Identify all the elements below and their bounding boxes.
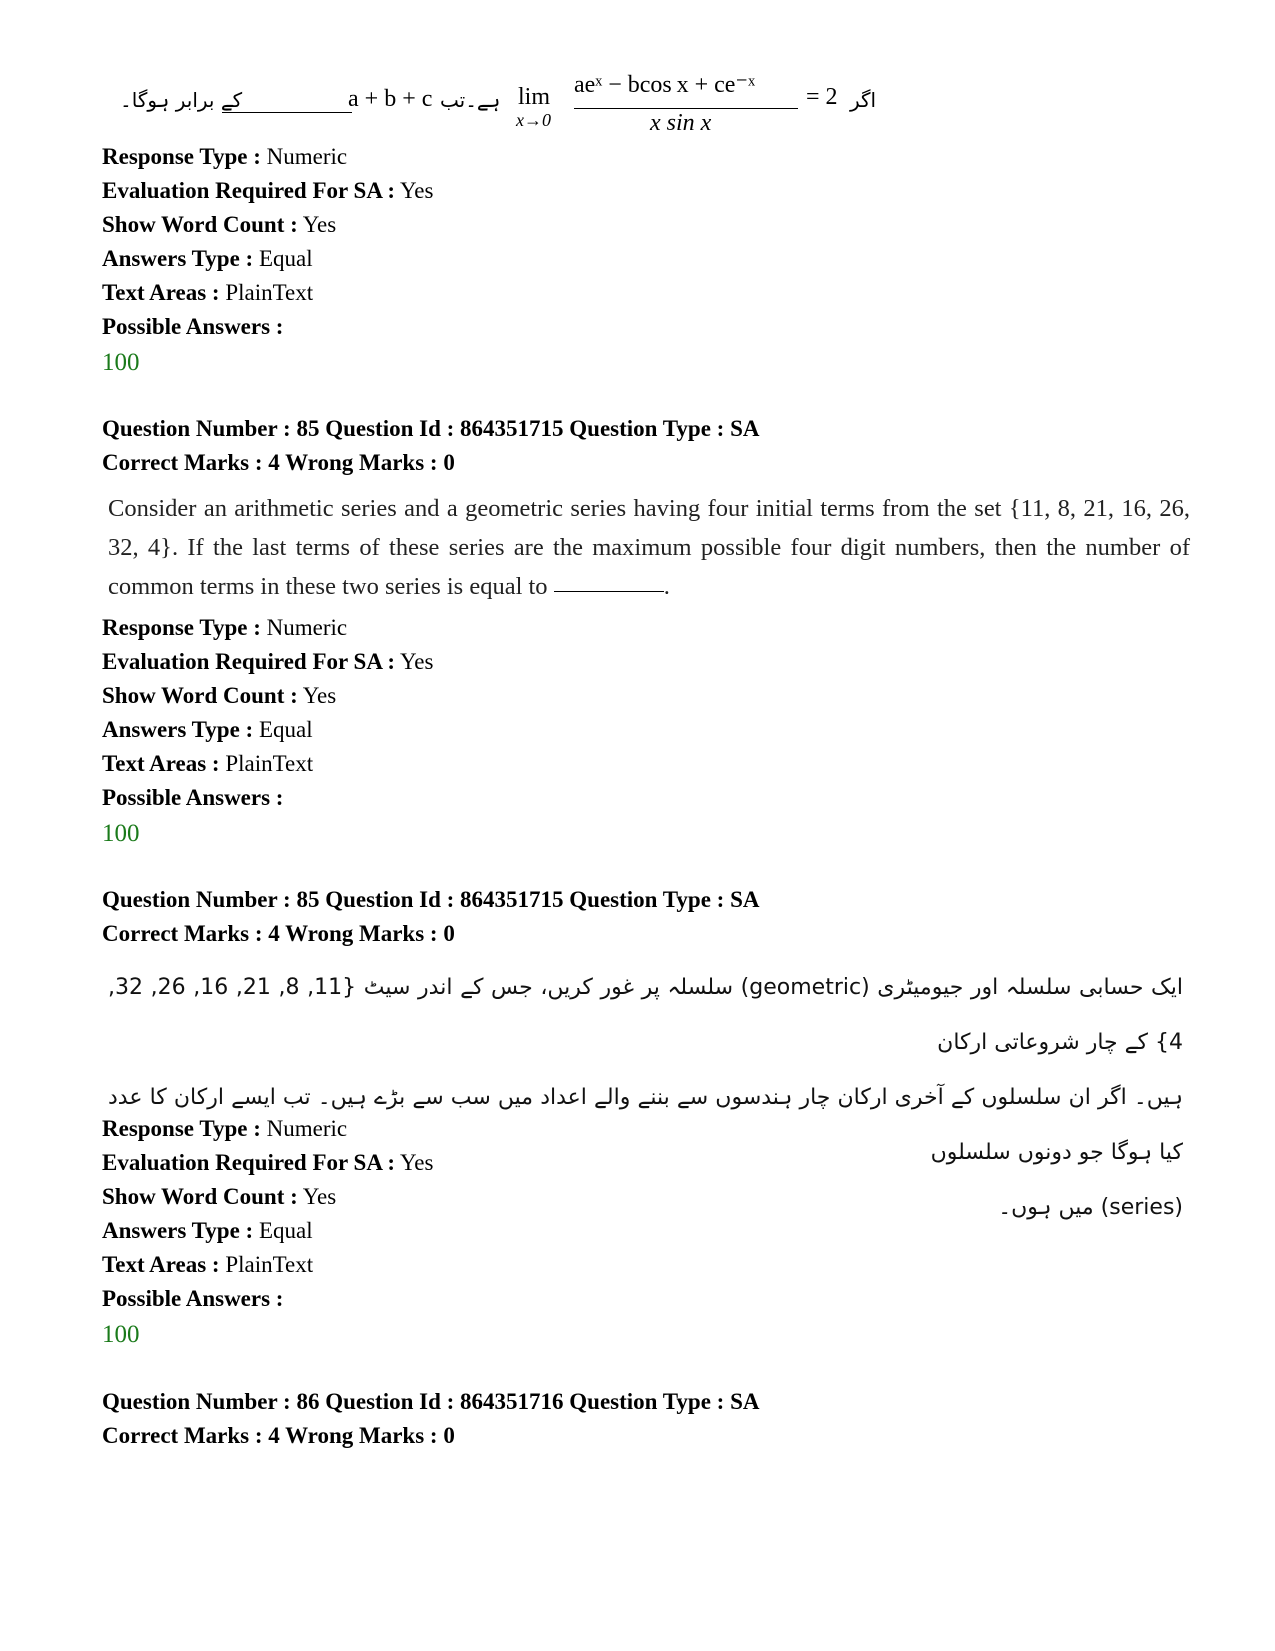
answer-blank [554, 590, 664, 592]
question-header [102, 883, 760, 951]
response-type-value: Numeric [266, 1116, 348, 1141]
evaluation-row [102, 645, 433, 679]
urdu-prefix: اگر [850, 88, 877, 112]
possible-answers-label: Possible Answers : [102, 1286, 284, 1311]
text-areas-label: Text Areas : [102, 751, 220, 776]
question-header [102, 1385, 760, 1453]
question-marks-line: Correct Marks : 4 Wrong Marks : 0 [102, 921, 455, 946]
response-type-label: Response Type : [102, 615, 261, 640]
text-areas-value: PlainText [225, 751, 314, 776]
answer-blank [222, 112, 352, 113]
text-areas-value: PlainText [225, 280, 314, 305]
urdu-mid: ہے۔تب [440, 88, 501, 112]
word-count-value: Yes [302, 212, 337, 237]
question-header [102, 412, 760, 480]
word-count-value: Yes [302, 1184, 337, 1209]
word-count-value: Yes [302, 683, 337, 708]
response-type-row [102, 1112, 433, 1146]
fraction-bar [574, 108, 798, 109]
word-count-label: Show Word Count : [102, 212, 298, 237]
possible-answers-label: Possible Answers : [102, 785, 284, 810]
text-areas-row [102, 747, 433, 781]
limit-subscript: x→0 [516, 110, 551, 130]
answers-type-row [102, 1214, 433, 1248]
text-areas-label: Text Areas : [102, 280, 220, 305]
evaluation-label: Evaluation Required For SA : [102, 649, 396, 674]
equals-value: = 2 [806, 84, 838, 110]
evaluation-row [102, 1146, 433, 1180]
urdu-line: (series) میں ہوں۔ [998, 1195, 1183, 1220]
evaluation-value: Yes [400, 649, 434, 674]
word-count-row [102, 1180, 433, 1214]
urdu-line: ہیں۔ اگر ان سلسلوں کے آخری ارکان چار ہندسوں سے بننے والے اعداد میں سب سے بڑے ہیں۔ تب ایسے ارکان کا عدد کیا ہوگا جو دونوں سلسلوں [108, 1085, 1183, 1165]
answers-type-row [102, 242, 433, 276]
response-type-value: Numeric [266, 144, 348, 169]
evaluation-value: Yes [400, 178, 434, 203]
response-type-row [102, 140, 433, 174]
possible-answers-row [102, 310, 433, 344]
fraction-denominator: x sin x [650, 110, 712, 136]
urdu-line: ایک حسابی سلسلہ اور جیومیٹری (geometric) سلسلہ پر غور کریں، جس کے اندر سیٹ {11, 8, 21, 16, 26, 32, 4} کے چار شروعاتی ارکان [108, 975, 1183, 1055]
evaluation-row [102, 174, 433, 208]
answers-type-label: Answers Type : [102, 717, 254, 742]
question-text-english [108, 489, 1190, 606]
answers-type-label: Answers Type : [102, 1218, 254, 1243]
evaluation-label: Evaluation Required For SA : [102, 1150, 396, 1175]
answers-type-label: Answers Type : [102, 246, 254, 271]
possible-answers-row [102, 1282, 433, 1316]
response-type-label: Response Type : [102, 144, 261, 169]
question-text: Consider an arithmetic series and a geometric series having four initial terms from the set {11, 8, 21, 16, 26, 32, 4}. If the last terms of these series are the maximum possible four digit numbers, then the number of common terms in these two series is equal to [108, 495, 1190, 600]
possible-answer-value: 100 [102, 820, 140, 847]
answers-type-value: Equal [258, 717, 313, 742]
question-text-end: . [663, 573, 670, 600]
question-marks-line: Correct Marks : 4 Wrong Marks : 0 [102, 1423, 455, 1448]
response-type-value: Numeric [266, 615, 348, 640]
response-meta-block [102, 1112, 433, 1352]
possible-answers-label: Possible Answers : [102, 314, 284, 339]
question-header-line: Question Number : 85 Question Id : 864351715 Question Type : SA [102, 416, 760, 441]
possible-answers-row [102, 781, 433, 815]
urdu-suffix: کے برابر ہوگا۔ [120, 88, 243, 112]
response-meta-block [102, 611, 433, 851]
answers-type-value: Equal [258, 1218, 313, 1243]
possible-answer-value: 100 [102, 1321, 140, 1348]
text-areas-value: PlainText [225, 1252, 314, 1277]
question-header-line: Question Number : 86 Question Id : 864351716 Question Type : SA [102, 1389, 760, 1414]
urdu-formula-question [120, 70, 920, 140]
possible-answer-value: 100 [102, 349, 140, 376]
word-count-row [102, 679, 433, 713]
text-areas-row [102, 1248, 433, 1282]
answers-type-value: Equal [258, 246, 313, 271]
response-type-row [102, 611, 433, 645]
evaluation-label: Evaluation Required For SA : [102, 178, 396, 203]
word-count-row [102, 208, 433, 242]
expression-abc: a + b + c [348, 86, 433, 112]
word-count-label: Show Word Count : [102, 683, 298, 708]
question-header-line: Question Number : 85 Question Id : 864351715 Question Type : SA [102, 887, 760, 912]
text-areas-row [102, 276, 433, 310]
question-marks-line: Correct Marks : 4 Wrong Marks : 0 [102, 450, 455, 475]
word-count-label: Show Word Count : [102, 1184, 298, 1209]
fraction-numerator: aeˣ − bcos x + ce⁻ˣ [574, 72, 756, 98]
response-meta-block [102, 140, 433, 380]
limit-label: lim [518, 84, 551, 110]
answers-type-row [102, 713, 433, 747]
text-areas-label: Text Areas : [102, 1252, 220, 1277]
evaluation-value: Yes [400, 1150, 434, 1175]
response-type-label: Response Type : [102, 1116, 261, 1141]
